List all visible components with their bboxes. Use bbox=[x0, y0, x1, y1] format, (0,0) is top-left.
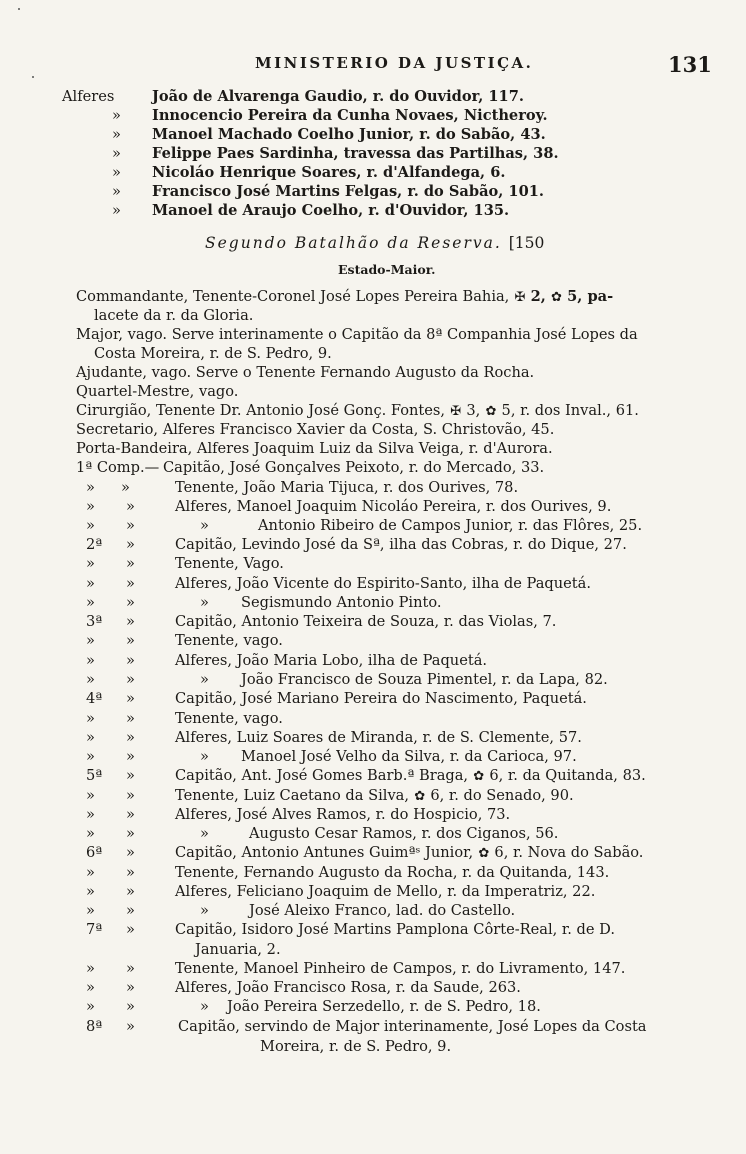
ensign-line: João Francisco de Souza Pimentel, r. da Lapa, 82. bbox=[241, 671, 608, 688]
lieutenant-line: Tenente, Fernando Augusto da Rocha, r. da Quitanda, 143. bbox=[175, 864, 610, 881]
lieutenant-line: Tenente, Manoel Pinheiro de Campos, r. do Livramento, 147. bbox=[175, 960, 626, 977]
lieutenant-line: Tenente, João Maria Tijuca, r. dos Ourives, 78. bbox=[175, 479, 519, 496]
company-number: 7ª bbox=[86, 921, 103, 938]
ditto-mark: » bbox=[200, 594, 209, 611]
company-number: 2ª bbox=[86, 536, 103, 553]
ditto-mark: » bbox=[86, 902, 95, 919]
ditto-mark: » bbox=[86, 479, 95, 496]
ditto-mark: » bbox=[200, 902, 209, 919]
captain-line: Capitão, Levindo José da Sª, ilha das Cobras, r. do Dique, 27. bbox=[175, 536, 627, 553]
order-cross-icon: ✠ bbox=[514, 290, 526, 305]
lieutenant-rose-text: 6, r. do Senado, 90. bbox=[430, 787, 574, 804]
company-label: 1ª Comp.— bbox=[76, 459, 160, 476]
captain-line: Capitão, Isidoro José Martins Pamplona Côrte-Real, r. de D. bbox=[175, 921, 615, 938]
lieutenant-text: Tenente, Luiz Caetano da Silva, bbox=[175, 787, 410, 804]
lieutenant-line: Tenente, vago. bbox=[175, 632, 283, 649]
ditto-mark: » bbox=[86, 710, 95, 727]
commandante-cross-number: 2, bbox=[530, 288, 546, 305]
margin-speck bbox=[18, 8, 20, 10]
commandante-rose-number: 5, pa- bbox=[567, 288, 614, 305]
alferes-row: Nicoláo Henrique Soares, r. d'Alfandega, 6. bbox=[152, 164, 506, 181]
ditto-mark: » bbox=[126, 883, 135, 900]
captain-line: Capitão, Antonio Teixeira de Souza, r. das Violas, 7. bbox=[175, 613, 557, 630]
order-cross-icon: ✠ bbox=[450, 404, 462, 419]
ditto-mark: » bbox=[126, 844, 135, 861]
ditto-mark: » bbox=[112, 202, 121, 219]
cirurgiao-text: Cirurgião, Tenente Dr. Antonio José Gonç. Fontes, bbox=[76, 402, 446, 419]
company-number: 3ª bbox=[86, 613, 103, 630]
company-number: 4ª bbox=[86, 690, 103, 707]
ditto-mark: » bbox=[86, 748, 95, 765]
alferes-row: Manoel Machado Coelho Junior, r. do Sabão, 43. bbox=[152, 126, 546, 143]
secretario-line: Secretario, Alferes Francisco Xavier da Costa, S. Christovão, 45. bbox=[76, 421, 555, 438]
ensign-line: Alferes, Feliciano Joaquim de Mello, r. da Imperatriz, 22. bbox=[175, 883, 596, 900]
order-rose-icon: ✿ bbox=[485, 404, 497, 419]
ditto-mark: » bbox=[86, 998, 95, 1015]
ditto-mark: » bbox=[200, 998, 209, 1015]
captain-text: Capitão, Ant. José Gomes Barb.ª Braga, bbox=[175, 767, 469, 784]
ditto-mark: » bbox=[200, 748, 209, 765]
order-rose-icon: ✿ bbox=[551, 290, 562, 305]
ditto-mark: » bbox=[126, 1018, 135, 1035]
ditto-mark: » bbox=[86, 498, 95, 515]
commandante-text: Commandante, Tenente-Coronel José Lopes Pereira Bahia, bbox=[76, 288, 510, 305]
ensign-line: José Aleixo Franco, lad. do Castello. bbox=[249, 902, 516, 919]
ditto-mark: » bbox=[86, 632, 95, 649]
captain-rose-text: 6, r. da Quitanda, 83. bbox=[489, 767, 646, 784]
cirurgiao-line bbox=[76, 404, 639, 419]
ditto-mark: » bbox=[86, 806, 95, 823]
ditto-mark: » bbox=[200, 825, 209, 842]
ditto-mark: » bbox=[86, 517, 95, 534]
lieutenant-line: Tenente, vago. bbox=[175, 710, 283, 727]
alferes-row: João de Alvarenga Gaudio, r. do Ouvidor, 117. bbox=[152, 88, 524, 105]
ditto-mark: » bbox=[86, 575, 95, 592]
alferes-row: Innocencio Pereira da Cunha Novaes, Nictheroy. bbox=[152, 107, 548, 124]
ensign-line: Antonio Ribeiro de Campos Junior, r. das Flôres, 25. bbox=[258, 517, 643, 534]
section-title-text: Segundo Batalhão da Reserva. bbox=[205, 234, 502, 252]
captain-cont: Moreira, r. de S. Pedro, 9. bbox=[260, 1038, 452, 1055]
commandante-cont: lacete da r. da Gloria. bbox=[94, 307, 254, 324]
alferes-row: Francisco José Martins Felgas, r. do Sabão, 101. bbox=[152, 183, 544, 200]
ditto-mark: » bbox=[86, 864, 95, 881]
ditto-mark: » bbox=[86, 594, 95, 611]
ditto-mark: » bbox=[126, 498, 135, 515]
order-rose-icon: ✿ bbox=[478, 846, 490, 861]
captain-line: Capitão, José Gonçalves Peixoto, r. do Mercado, 33. bbox=[163, 459, 545, 476]
alferes-row: Felippe Paes Sardinha, travessa das Partilhas, 38. bbox=[152, 145, 559, 162]
ditto-mark: » bbox=[126, 536, 135, 553]
ensign-line: Segismundo Antonio Pinto. bbox=[241, 594, 442, 611]
captain-cont: Januaria, 2. bbox=[195, 941, 281, 958]
ditto-mark: » bbox=[126, 671, 135, 688]
ensign-line: Augusto Cesar Ramos, r. dos Ciganos, 56. bbox=[249, 825, 559, 842]
ditto-mark: » bbox=[126, 806, 135, 823]
cirurgiao-cross-number: 3, bbox=[466, 402, 481, 419]
page-header-title: MINISTERIO DA JUSTIÇA. bbox=[255, 54, 534, 72]
ditto-mark: » bbox=[126, 632, 135, 649]
ditto-mark: » bbox=[112, 145, 121, 162]
ditto-mark: » bbox=[112, 164, 121, 181]
order-rose-icon: ✿ bbox=[414, 789, 426, 804]
ensign-line: Alferes, Manoel Joaquim Nicoláo Pereira, r. dos Ourives, 9. bbox=[175, 498, 612, 515]
ditto-mark: » bbox=[86, 979, 95, 996]
ditto-mark: » bbox=[200, 517, 209, 534]
ditto-mark: » bbox=[112, 107, 121, 124]
captain-text: Capitão, Antonio Antunes Guimªˢ Junior, bbox=[175, 844, 474, 861]
ditto-mark: » bbox=[112, 183, 121, 200]
ditto-mark: » bbox=[126, 613, 135, 630]
ditto-mark: » bbox=[126, 652, 135, 669]
captain-rose-text: 6, r. Nova do Sabão. bbox=[494, 844, 644, 861]
ditto-mark: » bbox=[126, 825, 135, 842]
commandante-line bbox=[76, 290, 613, 305]
page-number: 131 bbox=[668, 52, 712, 77]
ditto-mark: » bbox=[126, 729, 135, 746]
margin-speck bbox=[32, 76, 34, 78]
ditto-mark: » bbox=[126, 979, 135, 996]
ensign-line: Alferes, Luiz Soares de Miranda, r. de S. Clemente, 57. bbox=[175, 729, 582, 746]
ditto-mark: » bbox=[126, 960, 135, 977]
ditto-mark: » bbox=[86, 671, 95, 688]
ensign-line: Alferes, João Maria Lobo, ilha de Paquetá. bbox=[175, 652, 488, 669]
ditto-mark: » bbox=[126, 787, 135, 804]
ditto-mark: » bbox=[126, 998, 135, 1015]
porta-bandeira-line: Porta-Bandeira, Alferes Joaquim Luiz da Silva Veiga, r. d'Aurora. bbox=[76, 440, 553, 457]
ditto-mark: » bbox=[126, 517, 135, 534]
ajudante-line: Ajudante, vago. Serve o Tenente Fernando Augusto da Rocha. bbox=[76, 364, 535, 381]
section-subtitle: Estado-Maior. bbox=[338, 262, 436, 277]
ditto-mark: » bbox=[86, 729, 95, 746]
section-title bbox=[205, 236, 544, 252]
captain-line: Capitão, José Mariano Pereira do Nascimento, Paquetá. bbox=[175, 690, 587, 707]
captain-line bbox=[175, 846, 643, 861]
ditto-mark: » bbox=[121, 479, 130, 496]
ditto-mark: » bbox=[86, 652, 95, 669]
major-line: Major, vago. Serve interinamente o Capitão da 8ª Companhia José Lopes da bbox=[76, 326, 638, 343]
ditto-mark: » bbox=[126, 594, 135, 611]
cirurgiao-rose-number: 5, r. dos Inval., 61. bbox=[501, 402, 639, 419]
ditto-mark: » bbox=[126, 710, 135, 727]
company-number: 5ª bbox=[86, 767, 103, 784]
ditto-mark: » bbox=[200, 671, 209, 688]
ditto-mark: » bbox=[126, 555, 135, 572]
lieutenant-line: Tenente, Vago. bbox=[175, 555, 284, 572]
ensign-line: Alferes, João Francisco Rosa, r. da Saude, 263. bbox=[175, 979, 521, 996]
section-count: [150 bbox=[508, 234, 545, 252]
ditto-mark: » bbox=[86, 883, 95, 900]
ensign-line: Alferes, José Alves Ramos, r. do Hospicio, 73. bbox=[175, 806, 511, 823]
ensign-line: Manoel José Velho da Silva, r. da Carioca, 97. bbox=[241, 748, 577, 765]
ditto-mark: » bbox=[126, 748, 135, 765]
ditto-mark: » bbox=[126, 767, 135, 784]
ensign-line: Alferes, João Vicente do Espirito-Santo, ilha de Paquetá. bbox=[175, 575, 591, 592]
major-cont: Costa Moreira, r. de S. Pedro, 9. bbox=[94, 345, 332, 362]
ditto-mark: » bbox=[126, 690, 135, 707]
order-rose-icon: ✿ bbox=[473, 769, 485, 784]
alferes-row: Manoel de Araujo Coelho, r. d'Ouvidor, 135. bbox=[152, 202, 510, 219]
captain-line bbox=[175, 769, 646, 784]
ditto-mark: » bbox=[126, 902, 135, 919]
ensign-line: João Pereira Serzedello, r. de S. Pedro, 18. bbox=[227, 998, 541, 1015]
ditto-mark: » bbox=[86, 555, 95, 572]
ditto-mark: » bbox=[112, 126, 121, 143]
captain-line: Capitão, servindo de Major interinamente, José Lopes da Costa bbox=[178, 1018, 647, 1035]
quartel-mestre-line: Quartel-Mestre, vago. bbox=[76, 383, 239, 400]
ditto-mark: » bbox=[126, 864, 135, 881]
ditto-mark: » bbox=[86, 825, 95, 842]
company-number: 8ª bbox=[86, 1018, 103, 1035]
lieutenant-line bbox=[175, 789, 574, 804]
ditto-mark: » bbox=[86, 787, 95, 804]
ditto-mark: » bbox=[126, 921, 135, 938]
company-number: 6ª bbox=[86, 844, 103, 861]
ditto-mark: » bbox=[86, 960, 95, 977]
ditto-mark: » bbox=[126, 575, 135, 592]
alferes-label: Alferes bbox=[62, 88, 115, 105]
